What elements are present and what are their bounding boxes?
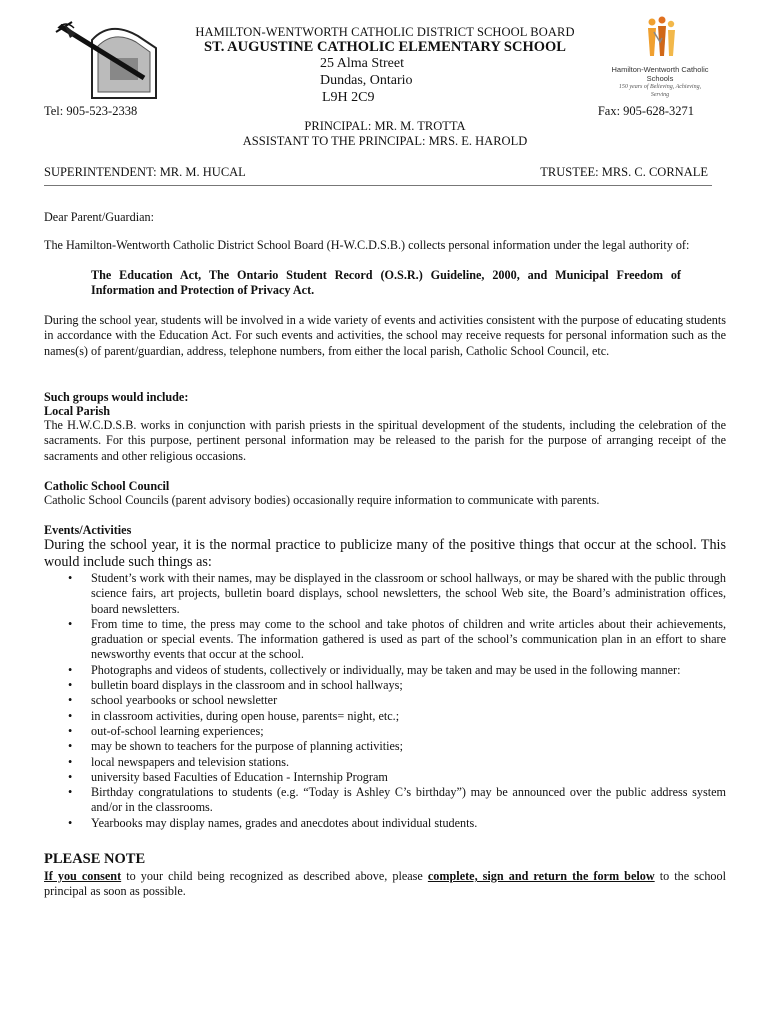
council-heading: Catholic School Council [44,479,170,493]
salutation: Dear Parent/Guardian: [44,210,154,224]
consent-action: complete, sign and return the form below [427,869,655,883]
list-item: • From time to time, the press may come to the school and take photos of children and write articles about their achievements, graduation or special events. The information gathered is used as part of the school’s communication plan in an effort to share newsworthy events that occur at the school. [44,617,726,663]
school-name: ST. AUGUSTINE CATHOLIC ELEMENTARY SCHOOL [204,39,566,55]
superintendent: SUPERINTENDENT: MR. M. HUCAL [44,165,246,179]
right-logo-name: Hamilton-Wentworth Catholic Schools [611,65,709,83]
header-divider [44,185,712,186]
consent-text-end: to the school principal as soon as possible. [44,869,727,899]
intro-paragraph: The Hamilton-Wentworth Catholic District School Board (H-W.C.D.S.B.) collects personal information under the legal authority of: [44,238,690,252]
consent-text-mid: to your child being recognized as described above, please [121,869,428,883]
list-item: • Birthday congratulations to students (e.g. “Today is Ashley C’s birthday”) may be announced over the public address system and/or in the classrooms. [44,785,726,816]
parish-paragraph: The H.W.C.D.S.B. works in conjunction with parish priests in the spiritual development of the students, including the celebration of the sacraments. For this purpose, pertinent personal information may be released to the parish for the purpose of arranging receipt of the sacraments and other religious occasions. [44,418,726,463]
assistant-principal: ASSISTANT TO THE PRINCIPAL: MRS. E. HAROLD [242,134,528,148]
fax: Fax: 905-628-3271 [597,104,694,118]
board-name: HAMILTON-WENTWORTH CATHOLIC DISTRICT SCHOOL BOARD [195,25,575,39]
address-postal: L9H 2C9 [322,90,375,105]
consent-paragraph [44,869,726,900]
address-city: Dundas, Ontario [320,73,413,88]
events-bullet-list [44,571,726,831]
list-item: • bulletin board displays in the classroom and in school hallways; [44,678,726,693]
list-item: • Student’s work with their names, may be displayed in the classroom or school hallways, or may be shared with the public through science fairs, art projects, bulletin board displays, school newsletters, the school Web site, the Board’s administration offices, board newsletters. [44,571,726,617]
council-paragraph: Catholic School Councils (parent advisory bodies) occasionally require information to communicate with parents. [44,493,600,507]
during-paragraph: During the school year, students will be involved in a wide variety of events and activities consistent with the purpose of educating students in accordance with the Education Act. For such events and activities, the school may receive requests for personal information such as the names(s) of parent/guardian, address, telephone numbers, from either the local parish, Catholic School Council, etc. [44,313,726,358]
legal-acts: The Education Act, The Ontario Student Record (O.S.R.) Guideline, 2000, and Municipal Freedom of Information and Protection of Privacy Act. [91,268,681,298]
telephone: Tel: 905-523-2338 [44,104,138,118]
list-item: • in classroom activities, during open house, parents= night, etc.; [44,709,726,724]
list-item: • university based Faculties of Education - Internship Program [44,770,726,785]
please-note-heading: PLEASE NOTE [44,851,146,867]
events-heading: Events/Activities [44,523,132,537]
principal: PRINCIPAL: MR. M. TROTTA [304,119,466,133]
parish-heading: Local Parish [44,404,111,418]
events-lead: During the school year, it is the normal practice to publicize many of the positive things that occur at the school. This would include such things as: [44,537,726,570]
groups-heading: Such groups would include: [44,390,189,404]
list-item: • may be shown to teachers for the purpose of planning activities; [44,739,726,754]
right-logo-tagline: 150 years of Believing, Achieving, Serving [618,84,702,98]
list-item: • Yearbooks may display names, grades and anecdotes about individual students. [44,816,726,831]
consent-phrase: If you consent [44,869,122,883]
list-item: • local newspapers and television stations. [44,755,726,770]
list-item: • out-of-school learning experiences; [44,724,726,739]
trustee: TRUSTEE: MRS. C. CORNALE [540,165,708,179]
address-street: 25 Alma Street [320,56,404,71]
list-item: • school yearbooks or school newsletter [44,693,726,708]
list-item: • Photographs and videos of students, collectively or individually, may be taken and may be used in the following manner: [44,663,726,678]
